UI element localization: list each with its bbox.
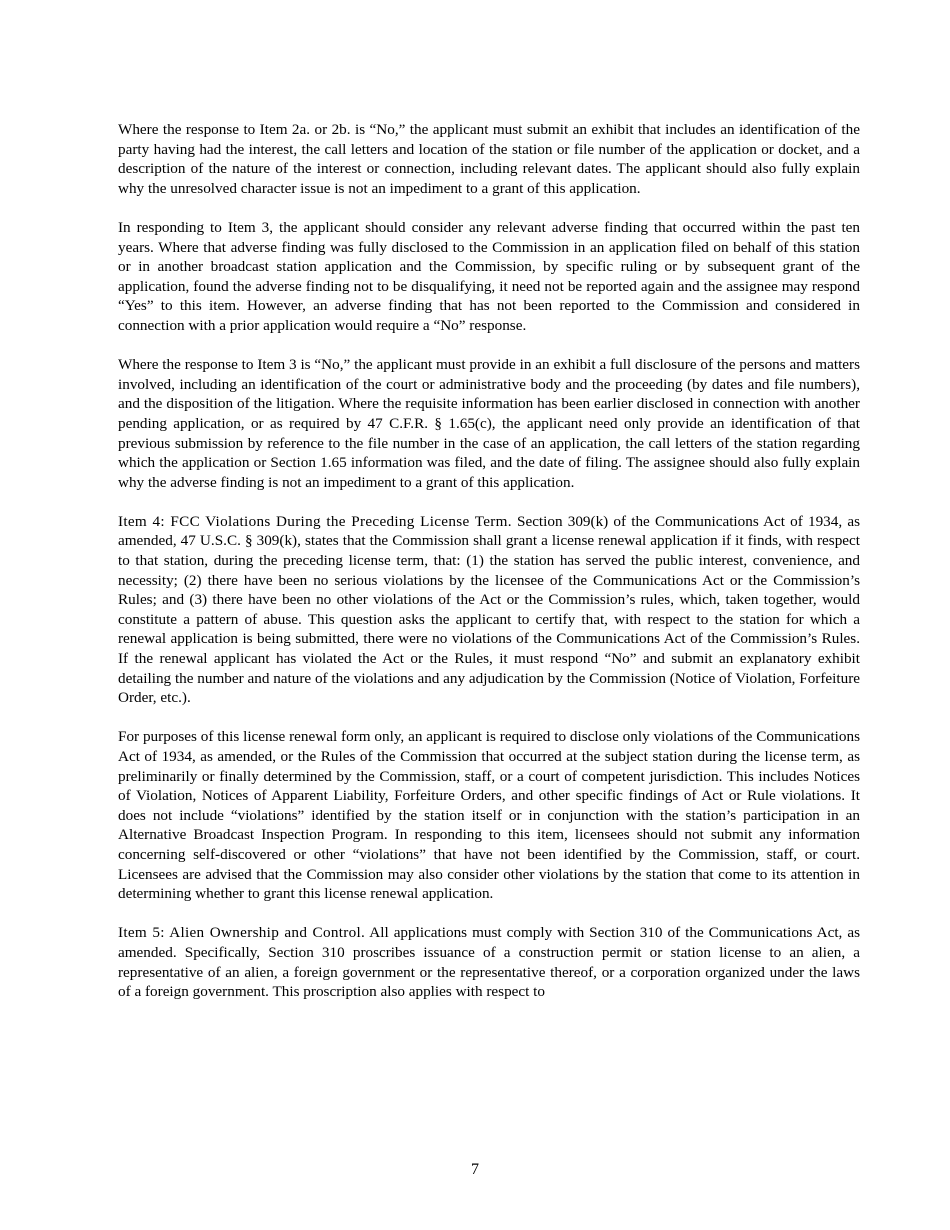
paragraph-item-4 xyxy=(118,512,860,708)
paragraph-text: All applications must comply with Section 310 of the Communications Act, as amended. Specifically, Section 310 proscribes issuance of a construction permit or station license to an alien, a representative of an alien, a foreign government or the representative thereof, or a corporation organized under the laws of a foreign government. This proscription also applies with respect to xyxy=(118,924,860,1001)
paragraph-license-renewal-purposes xyxy=(118,727,860,903)
item-4-heading: Item 4: FCC Violations During the Preceding License Term. xyxy=(118,512,512,530)
paragraph-text: For purposes of this license renewal form only, an applicant is required to disclose only violations of the Communications Act of 1934, as amended, or the Rules of the Commission that occurred at the subject station during the license term, as preliminarily or finally determined by the Commission, staff, or a court of competent jurisdiction. This includes Notices of Violation, Notices of Apparent Liability, Forfeiture Orders, and other specific findings of Act or Rule violations. It does not include “violations” identified by the station itself or in conjunction with the station’s participation in an Alternative Broadcast Inspection Program. In responding to this item, licensees should not submit any information concerning self-discovered or other “violations” that have not been identified by the Commission, staff, or court. Licensees are advised that the Commission may also consider other violations by the station that come to its attention in determining whether to grant this license renewal application. xyxy=(118,728,860,903)
item-5-heading: Item 5: Alien Ownership and Control. xyxy=(118,924,366,942)
paragraph-text: In responding to Item 3, the applicant should consider any relevant adverse finding that occurred within the past ten years. Where that adverse finding was fully disclosed to the Commission in an application filed on behalf of this station or in another broadcast station application and the Commission, by specific ruling or by subsequent grant of the application, found the adverse finding not to be disqualifying, it need not be reported again and the assignee may respond “Yes” to this item. However, an adverse finding that has not been reported to the Commission and considered in connection with a prior application would require a “No” response. xyxy=(118,218,860,334)
page-number: 7 xyxy=(471,1161,479,1178)
paragraph-item-3-response xyxy=(118,355,860,492)
paragraph-text: Where the response to Item 3 is “No,” the applicant must provide in an exhibit a full disclosure of the persons and matters involved, including an identification of the court or administrative body and the proceeding (by dates and file numbers), and the disposition of the litigation. Where the requisite information has been earlier disclosed in connection with another pending application, or as required by 47 C.F.R. § 1.65(c), the applicant need only provide an identification of that previous submission by reference to the file number in the case of an application, the call letters of the station regarding which the application or Section 1.65 information was filed, and the date of filing. The assignee should also fully explain why the adverse finding is not an impediment to a grant of this application. xyxy=(118,356,860,491)
document-body xyxy=(118,120,860,1021)
paragraph-item-2-response xyxy=(118,120,860,198)
paragraph-text: Section 309(k) of the Communications Act of 1934, as amended, 47 U.S.C. § 309(k), states that the Commission shall grant a license renewal application if it finds, with respect to that station, during the preceding license term, that: (1) the station has served the public interest, convenience, and necessity; (2) there have been no serious violations by the licensee of the Communications Act or the Commission’s Rules; and (3) there have been no other violations of the Act or the Commission’s rules, which, taken together, would constitute a pattern of abuse. This question asks the applicant to certify that, with respect to the station for which a renewal application is being submitted, there were no violations of the Communications Act of the Commission’s Rules. If the renewal applicant has violated the Act or the Rules, it must respond “No” and submit an explanatory exhibit detailing the number and nature of the violations and any adjudication by the Commission (Notice of Violation, Forfeiture Order, etc.). xyxy=(118,512,860,707)
paragraph-item-3-guidance xyxy=(118,218,860,336)
paragraph-item-5 xyxy=(118,923,860,1001)
paragraph-text: Where the response to Item 2a. or 2b. is “No,” the applicant must submit an exhibit that includes an identification of the party having had the interest, the call letters and location of the station or file number of the application or docket, and a description of the nature of the interest or connection, including relevant dates. The applicant should also fully explain why the unresolved character issue is not an impediment to a grant of this application. xyxy=(118,121,860,197)
